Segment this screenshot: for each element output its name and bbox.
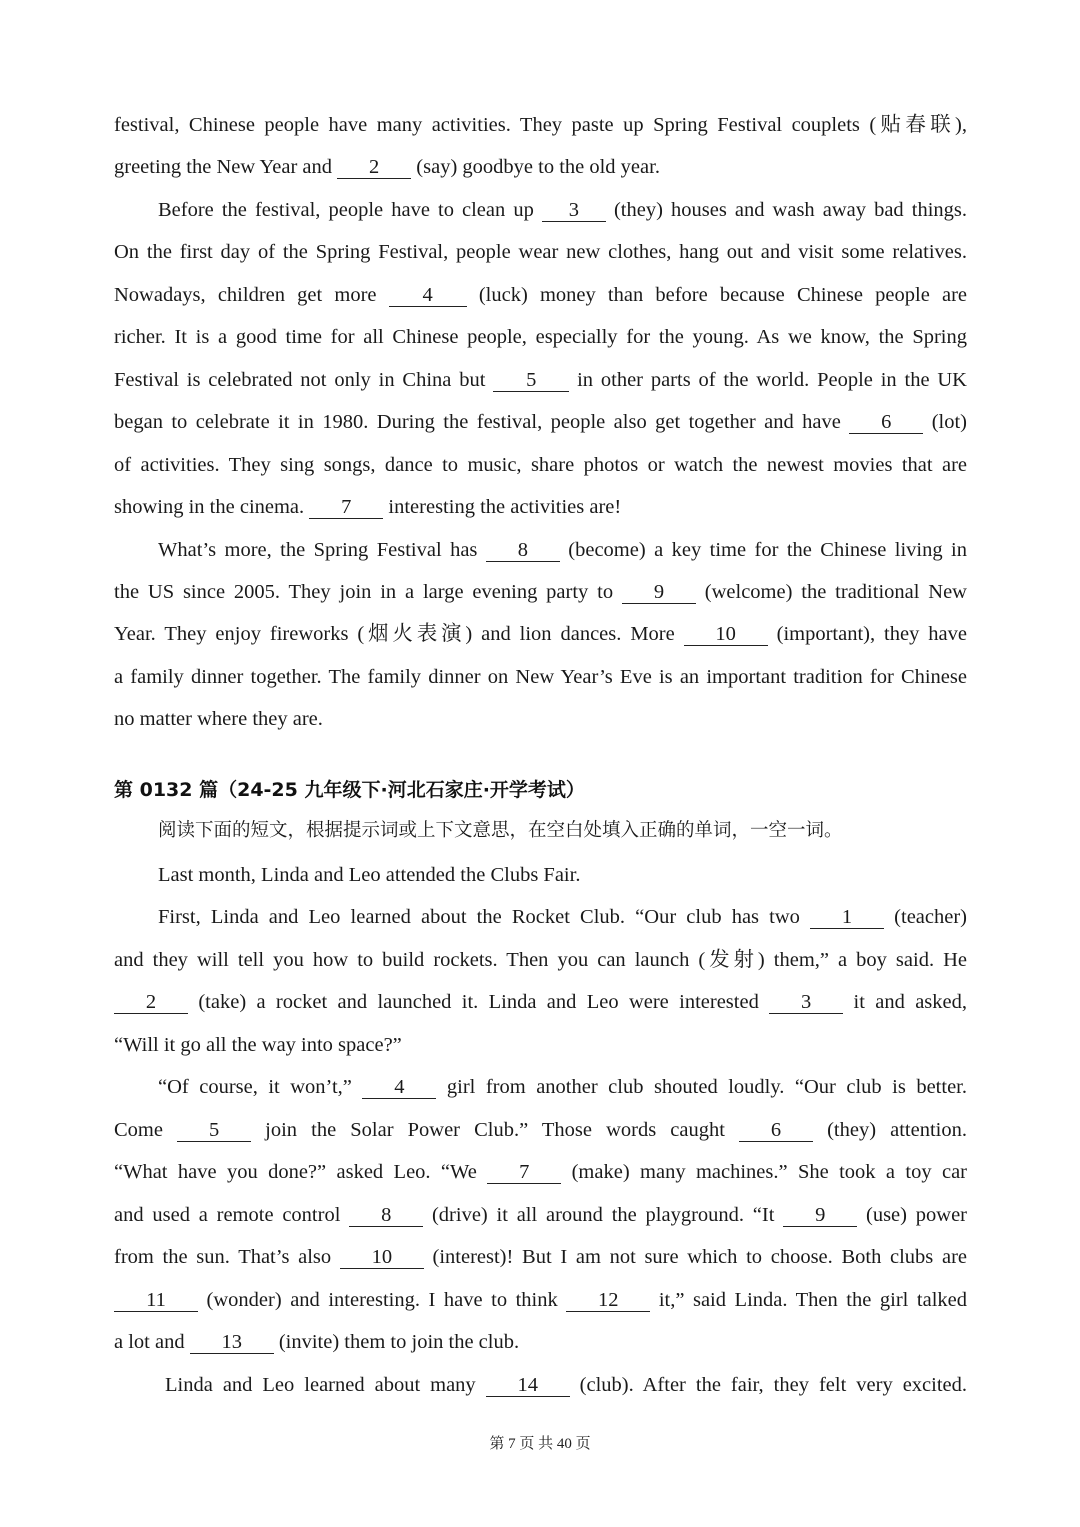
line-text: “What have you done?” asked Leo. “We xyxy=(114,1161,488,1183)
line-text: (invite) them to join the club. xyxy=(273,1331,520,1353)
blank-5: 5 xyxy=(177,1117,251,1142)
line-text: of activities. They sing songs, dance to music, share photos or watch the newest movies that are xyxy=(114,454,967,476)
line-text: (make) many machines.” She took a toy car xyxy=(561,1161,967,1183)
text-line xyxy=(114,1286,967,1314)
blank-10: 10 xyxy=(340,1244,424,1269)
text-line xyxy=(114,366,967,394)
blank-3: 3 xyxy=(769,989,843,1014)
text-line xyxy=(114,988,967,1016)
line-text: a lot and xyxy=(114,1331,190,1353)
blank-9: 9 xyxy=(783,1202,857,1227)
passage-heading: 第 0132 篇（24-25 九年级下·河北石家庄·开学考试） xyxy=(114,779,585,801)
line-text: (drive) it all around the playground. “It xyxy=(423,1204,784,1226)
line-text: (welcome) the traditional New xyxy=(695,581,967,603)
line-text: greeting the New Year and xyxy=(114,156,338,178)
line-text: Festival is celebrated not only in China but xyxy=(114,369,494,391)
line-text: (lot) xyxy=(923,411,968,433)
line-text: began to celebrate it in 1980. During the festival, people also get together and have xyxy=(114,411,850,433)
text-line xyxy=(114,153,967,181)
blank-11: 11 xyxy=(114,1287,198,1312)
line-text: it,” said Linda. Then the girl talked xyxy=(650,1289,967,1311)
line-text: in other parts of the world. People in the UK xyxy=(569,369,967,391)
blank-4: 4 xyxy=(362,1074,436,1099)
text-line xyxy=(114,323,967,351)
line-text: (luck) money than before because Chinese people are xyxy=(466,284,967,306)
line-text: (they) attention. xyxy=(813,1119,967,1141)
text-line xyxy=(114,408,967,436)
blank-10: 10 xyxy=(684,621,768,646)
line-text: “Will it go all the way into space?” xyxy=(114,1034,402,1056)
line-text: “Of course, it won’t,” xyxy=(158,1076,363,1098)
line-text: (interest)! But I am not sure which to choose. Both clubs are xyxy=(423,1246,967,1268)
text-line xyxy=(114,493,967,521)
text-line xyxy=(158,1073,967,1101)
line-text: (take) a rocket and launched it. Linda and Leo were interested xyxy=(188,991,770,1013)
text-line xyxy=(114,946,967,974)
blank-8: 8 xyxy=(349,1202,423,1227)
text-line xyxy=(158,861,967,889)
blank-13: 13 xyxy=(190,1329,274,1354)
line-text: interesting the activities are! xyxy=(383,496,622,518)
line-text: (wonder) and interesting. I have to think xyxy=(198,1289,567,1311)
text-line xyxy=(114,1201,967,1229)
blank-3: 3 xyxy=(542,197,606,222)
line-text: First, Linda and Leo learned about the Rocket Club. “Our club has two xyxy=(158,906,811,928)
line-text: from the sun. That’s also xyxy=(114,1246,340,1268)
line-text: Last month, Linda and Leo attended the Clubs Fair. xyxy=(158,864,581,886)
line-text: (important), they have xyxy=(767,623,967,645)
blank-6: 6 xyxy=(739,1117,813,1142)
line-text: a family dinner together. The family dinner on New Year’s Eve is an important tradition for Chinese xyxy=(114,666,967,688)
line-text: (become) a key time for the Chinese living in xyxy=(559,539,967,561)
blank-7: 7 xyxy=(487,1159,561,1184)
text-line xyxy=(165,1371,967,1399)
text-line xyxy=(114,1116,967,1144)
blank-6: 6 xyxy=(849,409,923,434)
line-text: girl from another club shouted loudly. “Our club is better. xyxy=(436,1076,967,1098)
line-text: the US since 2005. They join in a large evening party to xyxy=(114,581,622,603)
blank-12: 12 xyxy=(566,1287,650,1312)
line-text: richer. It is a good time for all Chinese people, especially for the young. As we know, the Spring xyxy=(114,326,967,348)
line-text: and they will tell you how to build rockets. Then you can launch (发射) them,” a boy said. He xyxy=(114,949,967,971)
text-line xyxy=(114,281,967,309)
line-text: (use) power xyxy=(857,1204,967,1226)
blank-2: 2 xyxy=(114,989,188,1014)
text-line xyxy=(158,903,967,931)
text-line xyxy=(158,196,967,224)
text-line xyxy=(114,451,967,479)
line-text: and used a remote control xyxy=(114,1204,350,1226)
line-text: no matter where they are. xyxy=(114,708,323,730)
line-text: Nowadays, children get more xyxy=(114,284,389,306)
line-text: (club). After the fair, they felt very excited. xyxy=(569,1374,968,1396)
blank-5: 5 xyxy=(493,367,569,392)
line-text: showing in the cinema. xyxy=(114,496,310,518)
text-line xyxy=(114,1328,967,1356)
blank-8: 8 xyxy=(486,537,560,562)
text-line xyxy=(114,1158,967,1186)
page-footer: 第 7 页 共 40 页 xyxy=(489,1436,591,1452)
line-text: Year. They enjoy fireworks (烟火表演) and lion dances. More xyxy=(114,623,684,645)
text-line xyxy=(114,238,967,266)
text-line xyxy=(114,578,967,606)
blank-2: 2 xyxy=(337,154,411,179)
text-line xyxy=(114,705,967,733)
blank-9: 9 xyxy=(622,579,696,604)
text-line xyxy=(158,536,967,564)
line-text: join the Solar Power Club.” Those words caught xyxy=(251,1119,740,1141)
line-text: What’s more, the Spring Festival has xyxy=(158,539,486,561)
line-text: it and asked, xyxy=(843,991,967,1013)
line-text: Linda and Leo learned about many xyxy=(165,1374,486,1396)
text-line xyxy=(114,663,967,691)
line-text: Before the festival, people have to clean up xyxy=(158,199,542,221)
blank-4: 4 xyxy=(389,282,467,307)
line-text: Come xyxy=(114,1119,178,1141)
line-text: On the first day of the Spring Festival, people wear new clothes, hang out and visit some relatives. xyxy=(114,241,967,263)
line-text: (say) goodbye to the old year. xyxy=(411,156,660,178)
text-line xyxy=(114,620,967,648)
text-line xyxy=(114,111,967,139)
blank-7: 7 xyxy=(309,494,383,519)
line-text: festival, Chinese people have many activities. They paste up Spring Festival couplets (贴春联), xyxy=(114,114,967,136)
blank-1: 1 xyxy=(810,904,884,929)
line-text: (teacher) xyxy=(884,906,967,928)
text-line xyxy=(114,1243,967,1271)
line-text: (they) houses and wash away bad things. xyxy=(605,199,968,221)
passage-instruction: 阅读下面的短文，根据提示词或上下文意思，在空白处填入正确的单词，一空一词。 xyxy=(158,820,843,841)
blank-14: 14 xyxy=(486,1372,570,1397)
text-line xyxy=(114,1031,967,1059)
